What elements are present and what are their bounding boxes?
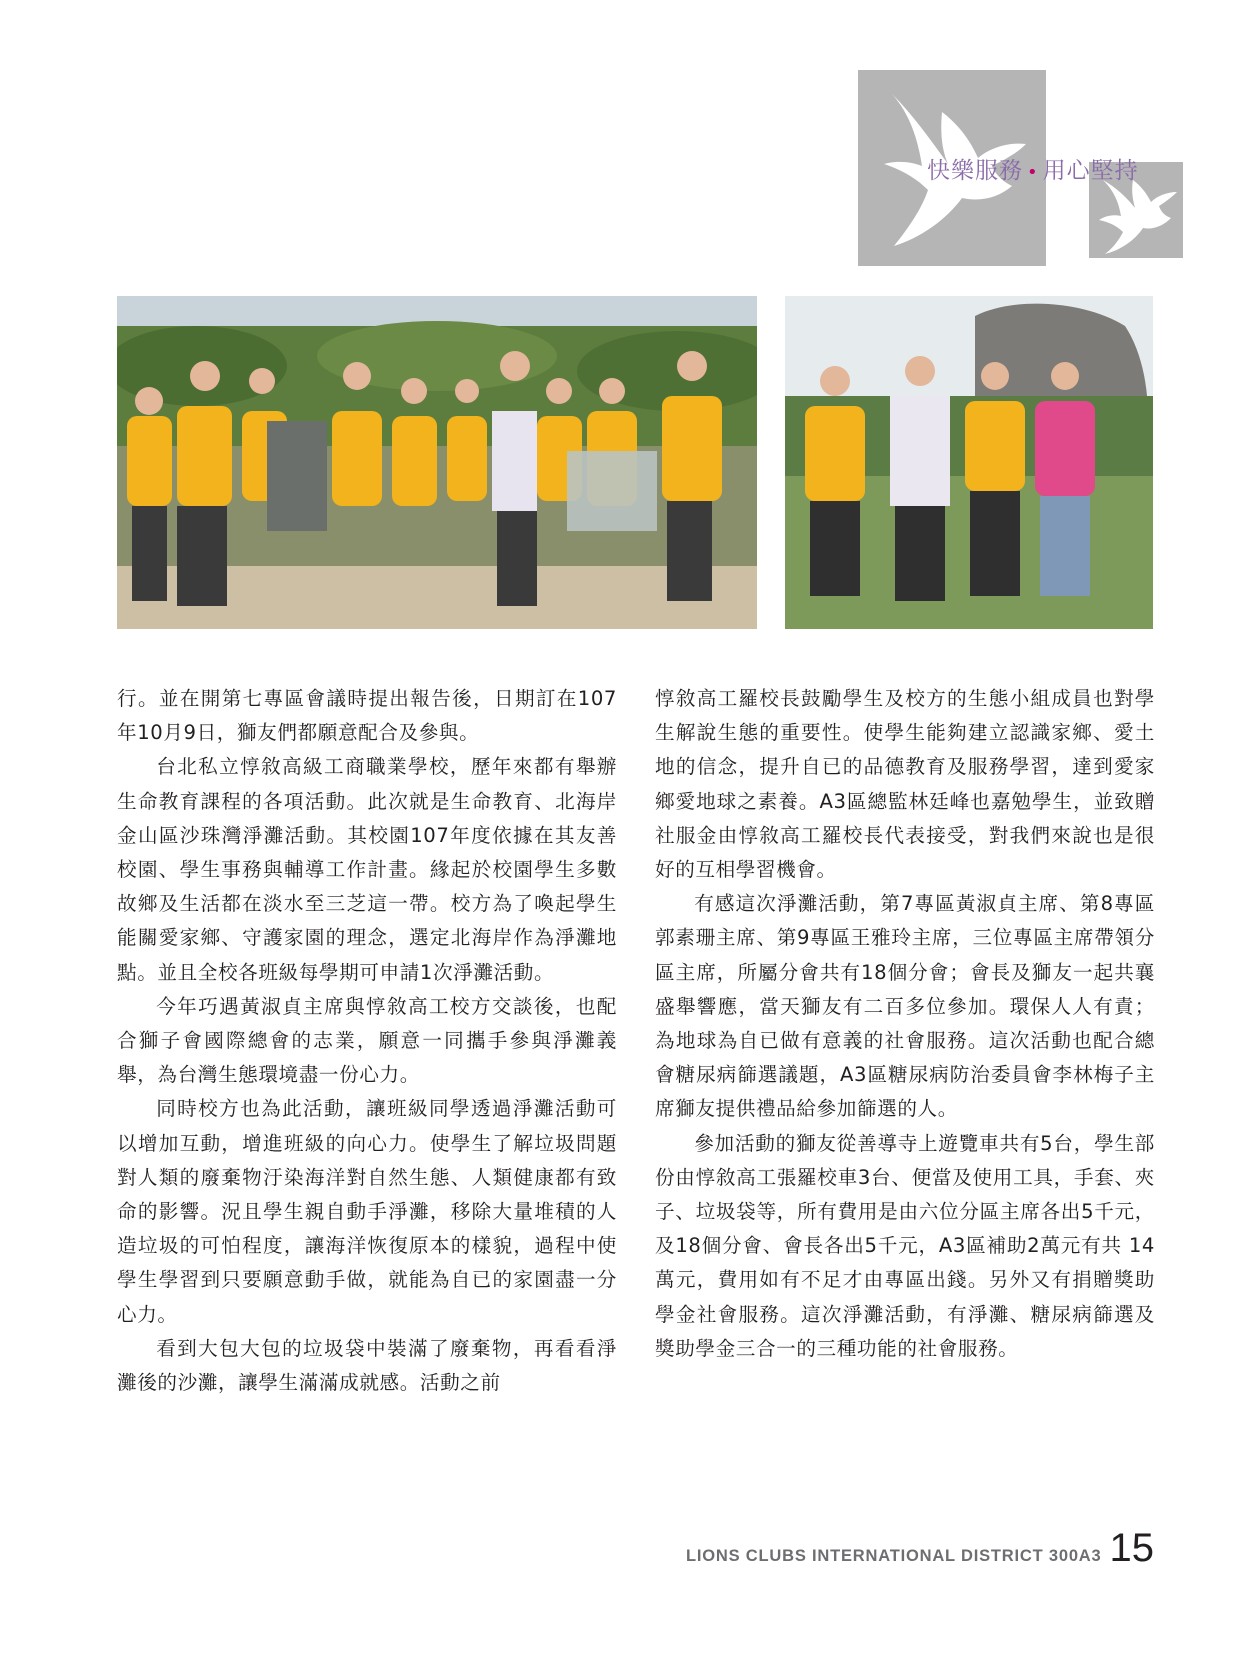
paragraph: 今年巧遇黃淑貞主席與惇敘高工校方交談後，也配合獅子會國際總會的志業，願意一同攜手參與淨灘義舉，為台灣生態環境盡一份心力。 [117, 994, 617, 1087]
header-right-text: 用心堅持 [1042, 158, 1139, 184]
paragraph: 參加活動的獅友從善導寺上遊覽車共有5台，學生部份由惇敘高工張羅校車3台、便當及使用工具，手套、夾子、垃圾袋等，所有費用是由六位分區主席各出5千元，及18個分會、會長各出5千元，A3區補助2萬元有共 14萬元，費用如有不足才由專區出錢。另外又有捐贈獎助學金社會服務。這次淨灘活動，有淨灘、糖尿病篩選及獎助學金三合一的三種功能的社會服務。 [655, 1131, 1155, 1360]
header-separator: • [1027, 162, 1039, 183]
header-left-text: 快樂服務 [927, 158, 1023, 184]
paragraph: 惇敘高工羅校長鼓勵學生及校方的生態小組成員也對學生解說生態的重要性。使學生能夠建立認識家鄉、愛土地的信念，提升自已的品德教育及服務學習，達到愛家鄉愛地球之素養。A3區總監林廷峰也嘉勉學生，並致贈社服金由惇敘高工羅校長代表接受，對我們來說也是很好的互相學習機會。 [655, 687, 1155, 882]
speech-photo [785, 296, 1153, 629]
paragraph: 有感這次淨灘活動，第7專區黃淑貞主席、第8專區郭素珊主席、第9專區王雅玲主席，三位專區主席帶領分區主席，所屬分會共有18個分會；會長及獅友一起共襄盛舉響應，當天獅友有二百多位參加。環保人人有責；為地球為自已做有意義的社會服務。這次活動也配合總會糖尿病篩選議題，A3區糖尿病防治委員會李林梅子主席獅友提供禮品給參加篩選的人。 [655, 892, 1155, 1121]
paragraph: 行。並在開第七專區會議時提出報告後，日期訂在107年10月9日，獅友們都願意配合及參與。 [117, 687, 617, 745]
page-number: 15 [1109, 1526, 1154, 1570]
article-right-column [655, 682, 1155, 1366]
paragraph: 同時校方也為此活動，讓班級同學透過淨灘活動可以增加互動，增進班級的向心力。使學生了解垃圾問題對人類的廢棄物汙染海洋對自然生態、人類健康都有致命的影響。況且學生親自動手淨灘，移除大量堆積的人造垃圾的可怕程度，讓海洋恢復原本的樣貌，過程中使學生學習到只要願意動手做，就能為自已的家園盡一分心力。 [117, 1097, 617, 1326]
article-left-column [117, 682, 617, 1400]
footer-org-name: LIONS CLUBS INTERNATIONAL DISTRICT 300A3 [685, 1547, 1102, 1565]
paragraph: 台北私立惇敘高級工商職業學校，歷年來都有舉辦生命教育課程的各項活動。此次就是生命教育、北海岸金山區沙珠灣淨灘活動。其校園107年度依據在其友善校園、學生事務與輔導工作計畫。緣起於校園學生多數故鄉及生活都在淡水至三芝這一帶。校方為了喚起學生能關愛家鄉、守護家園的理念，選定北海岸作為淨灘地點。並且全校各班級每學期可申請1次淨灘活動。 [117, 755, 617, 984]
group-beach-cleanup-photo [117, 296, 757, 629]
section-header [927, 152, 1139, 185]
page-footer [686, 1528, 1154, 1568]
paragraph: 看到大包大包的垃圾袋中裝滿了廢棄物，再看看淨灘後的沙灘，讓學生滿滿成就感。活動之前 [117, 1336, 617, 1395]
